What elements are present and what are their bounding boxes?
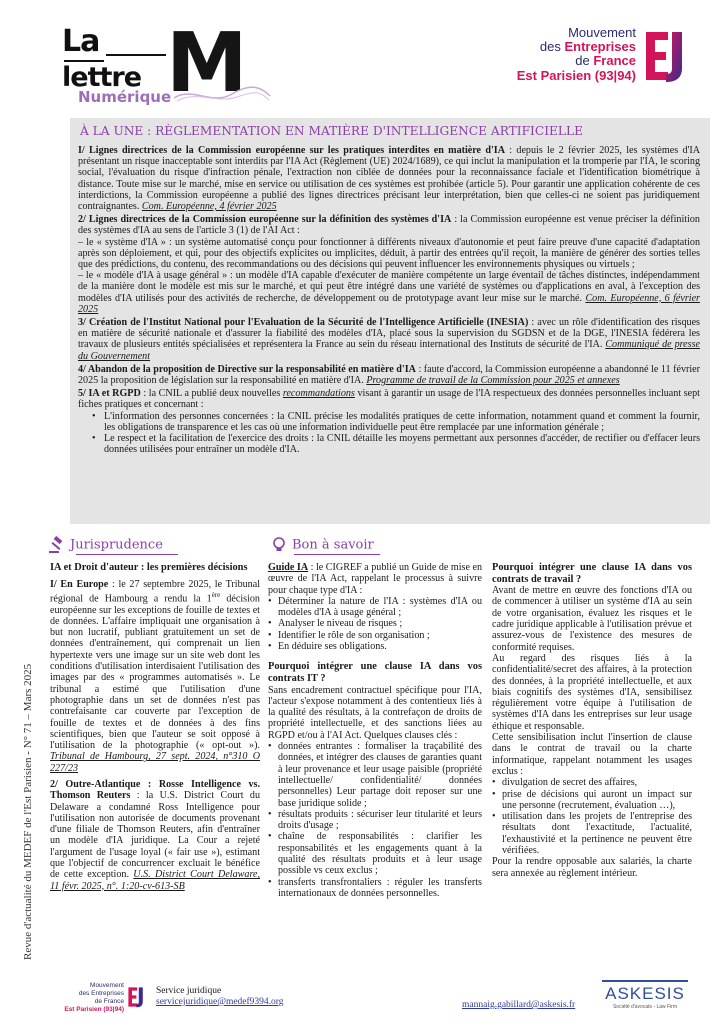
- jurisprudence-europe: I/ En Europe : le 27 septembre 2025, le Tribunal régional de Hambourg a rendu la 1ère décision européenne sur les exceptions de fouille de textes et de données. L'affaire impliquait une organisation à but non lucratif, publiant gratuitement un set de données d'entraînement, qui comprenait un lien hypertexte vers une image sur un site web dont les conditions d'utilisation interdisaient l'utilisation des images par des « programmes automatisés ». Le tribunal a estimé que l'utilisation d'une photographie dans un set de données n'est pas contrefaisante car couverte par l'exception de fouille de textes et de données à des fins scientifiques, bien que l'auteur se soit opposé à l'utilisation de la photographie (« opt-out »). Tribunal de Hambourg, 27 sept. 2024, n°310 O 227/23: [50, 578, 260, 774]
- ej-logo-icon: [640, 28, 690, 84]
- list-item: • divulgation de secret des affaires,: [492, 777, 692, 788]
- bon-a-savoir-header: Bon à savoir: [270, 536, 374, 554]
- list-item: • Le respect et la facilitation de l'exercice des droits : la CNIL détaille les moyens permettant aux personnes d'accéder, de rectifier ou d'effacer leurs données utilisées pour entraîner un modèle d'IA.: [92, 433, 700, 455]
- footer-service: [156, 986, 284, 1008]
- work-contracts-p4: Pour la rendre opposable aux salariés, la charte sera annexée au règlement intérieur.: [492, 856, 692, 879]
- medef-line: Est Parisien (93|94): [516, 68, 636, 83]
- medef-line: Mouvement: [568, 25, 636, 40]
- work-contracts-p1: Avant de mettre en œuvre des fonctions d'IA ou de commencer à utiliser un système d'IA au sein de votre organisation, évaluez les risques et le cadre juridique applicable à l'utilisation prévue et assurez-vous de l'existence des mesures de conformité requises.: [492, 585, 692, 653]
- footer-ej-logo-icon: [126, 984, 146, 1010]
- work-contracts-column: [492, 562, 692, 879]
- jurisprudence-title: IA et Droit d'auteur : les premières décisions: [50, 562, 248, 573]
- bon-a-savoir-column: [268, 562, 482, 899]
- headline-section-2: 2/ Lignes directrices de la Commission européenne sur la définition des systèmes d'IA : la Commission européenne est venue préciser la définition des systèmes d'IA au sens de l'article 3 (1) de l'AI Act :: [78, 214, 700, 237]
- definition-item: – le « modèle d'IA à usage général » : un modèle d'IA capable d'exécuter de manière compétente un large éventail de tâches distinctes, indépendamment de la manière dont le modèle est mis sur le marché, et qui peut être intégré dans une variété de systèmes ou d'applications en aval, à l'exception des modèles d'IA utilisés pour des activités de recherche, de développement ou de prototypage avant leur mise sur le marché. Com. Européenne, 6 février 2025: [78, 270, 700, 315]
- newsletter-logo: [62, 16, 262, 111]
- cnil-list: [92, 411, 700, 456]
- footer-medef-logo: Mouvement des Entreprises de France Est Parisien (93|94): [64, 982, 124, 1013]
- list-item: • chaîne de responsabilités : clarifier les responsabilités et les engagements quant à la qualité des résultats produits et à leur usage possible vs ceux exclus ;: [268, 831, 482, 876]
- headline-section-4: 4/ Abandon de la proposition de Directive sur la responsabilité en matière d'IA : faute d'accord, la Commission européenne a abandonné le 11 février 2025 la proposition de législation sur la responsabilité en matière d'IA. Programme de travail de la Commission pour 2025 et annexes: [78, 363, 700, 387]
- medef-line: de France: [575, 53, 636, 68]
- logo-la: La: [62, 24, 100, 59]
- source-link[interactable]: U.S. District Court Delaware, 11 févr. 2025, n°. 1:20-cv-613-SB: [50, 869, 260, 892]
- jurisprudence-column: [50, 562, 260, 892]
- source-link[interactable]: Communiqué de presse du Gouvernement: [78, 339, 700, 362]
- it-contracts-body: Sans encadrement contractuel spécifique pour l'IA, l'acteur s'expose notamment à des contentieux liés à la qualité des résultats, à la contrefaçon de droits de propriété intellectuelle, et des sanctions liées au RGPD et/ou à l'AI Act. Quelques clauses clés :: [268, 684, 482, 741]
- definition-item: – le « système d'IA » : un système automatisé conçu pour fonctionner à différents niveaux d'autonomie et peut faire preuve d'une capacité d'adaptation après son déploiement, et qui, pour des objectifs explicites ou implicites, déduit, à partir des entrées qu'il reçoit, la manière de générer des sorties telles que des prédictions, du contenu, des recommandations ou des décisions qui peuvent influencer les environnements physiques ou virtuels ;: [78, 236, 700, 271]
- askesis-logo: ASKESIS Société d'avocats - Law Firm: [598, 984, 692, 1010]
- medef-logo: [494, 26, 694, 90]
- list-item: • Analyser le niveau de risques ;: [268, 618, 482, 629]
- source-link[interactable]: Com. Européenne, 6 février 2025: [78, 292, 700, 315]
- recommendations-link[interactable]: recommandations: [282, 388, 355, 400]
- excluded-uses-list: [492, 777, 692, 856]
- list-item: • prise de décisions qui auront un impact sur une personne (recrutement, évaluation …),: [492, 789, 692, 812]
- list-item: • résultats produits : sécuriser leur titularité et leurs droits d'usage ;: [268, 809, 482, 832]
- it-clauses-list: [268, 741, 482, 899]
- medef-line: des Entreprises: [539, 39, 636, 54]
- headline-title: À LA UNE : RÈGLEMENTATION EN MATIÈRE D'INTELLIGENCE ARTIFICIELLE: [80, 124, 583, 138]
- list-item: • Identifier le rôle de son organisation ;: [268, 630, 482, 641]
- source-link[interactable]: Com. Européenne, 4 février 2025: [141, 201, 277, 213]
- source-link[interactable]: Programme de travail de la Commission pour 2025 et annexes: [366, 375, 620, 387]
- lightbulb-icon: [270, 536, 288, 554]
- gavel-icon: [48, 536, 66, 554]
- service-label: Service juridique: [156, 986, 222, 996]
- side-issue-label: Revue d'actualité du MEDEF de l'Est Parisien - N° 71 – Mars 2025: [22, 663, 34, 960]
- jurisprudence-header: Jurisprudence: [48, 536, 163, 554]
- headline-section-3: 3/ Création de l'Institut National pour l'Evaluation de la Sécurité de l'Intelligence Artificielle (INESIA) : avec un rôle d'identification des risques en matière de sécurité nationale et d'assurer la fiabilité des modèles d'IA, placé sous la supervision du SGDSN et de la DGE, l'INESIA fédérera les travaux de plusieurs entités spécialisées et représentera la France au sein du réseau international des Instituts de sécurité de l'IA. Communiqué de presse du Gouvernement: [78, 317, 700, 362]
- logo-lettre: lettre: [62, 62, 142, 93]
- header-underline: [294, 554, 380, 555]
- swirl-decoration-icon: [172, 84, 272, 104]
- logo-m: M: [166, 16, 248, 111]
- list-item: • Déterminer la nature de l'IA : systèmes d'IA ou modèles d'IA à usage général ;: [268, 596, 482, 619]
- work-contracts-p3: Cette sensibilisation inclut l'insertion de clause dans le contrat de travail ou la charte informatique, rappelant notamment les usages exclus :: [492, 732, 692, 777]
- question-it-contracts: Pourquoi intégrer une clause IA dans vos contrats IT ?: [268, 661, 482, 684]
- logo-rule: [106, 54, 166, 56]
- headline-box: [70, 118, 710, 524]
- askesis-bar: [602, 980, 688, 982]
- jurisprudence-us: 2/ Outre-Atlantique : Rosse Intelligence vs. Thomson Reuters : la U.S. District Court du Delaware a condamné Ross Intelligence pour l'utilisation non autorisée de documents provenant d'une filiale de Thomson Reuters, afin d'entraîner un modèle d'IA juridique. La Cour a rejeté l'argument de l'usage loyal (« fair use »), estimant que l'objectif de concurrencer excluait le bénéfice de cette exception. U.S. District Court Delaware, 11 févr. 2025, n°. 1:20-cv-613-SB: [50, 779, 260, 892]
- guide-ia-paragraph: Guide IA : le CIGREF a publié un Guide de mise en œuvre de l'IA Act, rappelant le processus à suivre pour chaque type d'IA :: [268, 562, 483, 596]
- source-link[interactable]: Tribunal de Hambourg, 27 sept. 2024, n°310 O 227/23: [50, 751, 260, 774]
- logo-numerique: Numérique: [78, 88, 172, 106]
- list-item: • En déduire ses obligations.: [268, 641, 482, 652]
- header-underline: [76, 554, 178, 555]
- service-email-link[interactable]: servicejuridique@medef9394.org: [156, 997, 284, 1007]
- list-item: • données entrantes : formaliser la traçabilité des données, et intégrer des clauses de garanties quant à leur provenance et leur usage paisible (propriété intellectuelle/ confidentialité/ données personnelles) Leur partage doit reposer sur une base juridique solide ;: [268, 741, 482, 809]
- question-work-contracts: Pourquoi intégrer une clause IA dans vos contrats de travail ?: [492, 562, 692, 585]
- contact-email-link[interactable]: mannaig.gabillard@askesis.fr: [462, 1000, 576, 1010]
- work-contracts-p2: Au regard des risques liés à la confidentialité/secret des affaires, à la protection des données, à la propriété intellectuelle, et aux biais cognitifs des systèmes d'IA, sensibilisez régulièrement votre équipe à l'utilisation de systèmes d'IA dans les entreprises sur leur usage éthique et responsable.: [492, 652, 692, 732]
- list-item: • utilisation dans les projets de l'entreprise des résultats dont l'exactitude, l'actualité, l'exhaustivité et la pertinence ne peuvent être vérifiées.: [492, 811, 692, 856]
- headline-section-5: 5/ IA et RGPD : la CNIL a publié deux nouvelles recommandations visant à garantir un usage de l'IA respectueux des données personnelles incluant sept fiches pratiques et concernant :: [78, 388, 700, 411]
- headline-section-1: I/ Lignes directrices de la Commission européenne sur les pratiques interdites en matière d'IA : depuis le 2 février 2025, les systèmes d'IA présentant un risque inacceptable sont interdits par l'IA Act (Règlement (UE) 2024/1689), ce qui inclut la manipulation et la tromperie par l'IA, le scoring social, l'évaluation du risque d'infraction pénale, l'extraction non ciblée de données pour la reconnaissance faciale et l'identification biométrique à distance. Toute mise sur le marché, mise en service ou utilisation de ces systèmes est prohibée (article 5). Pour garantir une application cohérente de ces interdictions, la Commission européenne a publié des lignes directrices précisant leur interprétation, bien que celles-ci ne soient pas juridiquement contraignantes. Com. Européenne, 4 février 2025: [78, 145, 700, 213]
- list-item: • transferts transfrontaliers : réguler les transferts internationaux de données personnelles.: [268, 877, 482, 900]
- list-item: • L'information des personnes concernées : la CNIL précise les modalités pratiques de cette information, notamment quand et comment la fournir, les obligations de transparence et les cas où une information individuelle peut être remplacée par une information générale ;: [92, 411, 700, 433]
- guide-ia-list: [268, 596, 482, 652]
